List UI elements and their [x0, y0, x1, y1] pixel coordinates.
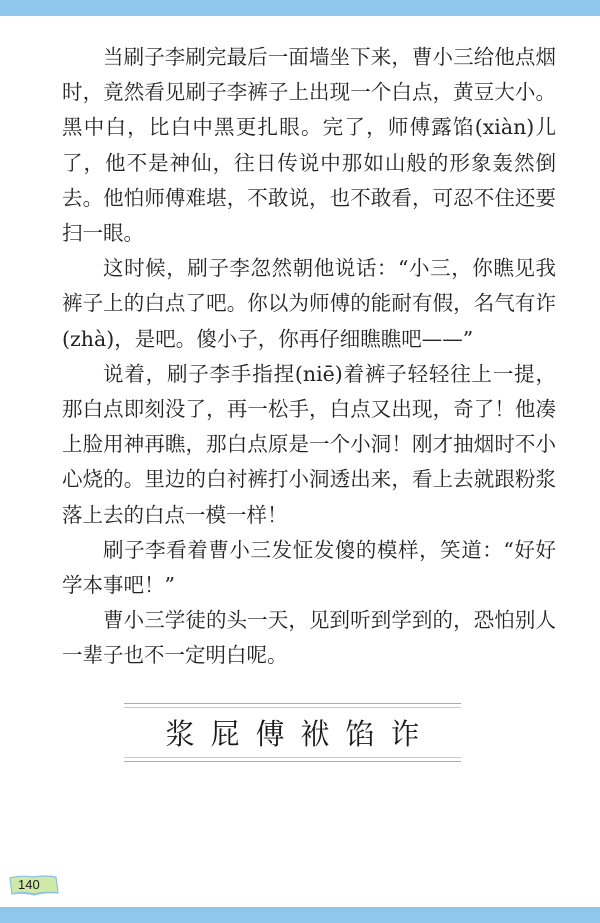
paragraph-1: 当刷子李刷完最后一面墙坐下来，曹小三给他点烟时，竟然看见刷子李裤子上出现一个白点，黄豆大小。黑中白，比白中黑更扎眼。完了，师傅露馅(xiàn)儿了，他不是神仙，往日传说中那如山般的形象轰然倒去。他怕师傅难堪，不敢说，也不敢看，可忍不住还要扫一眼。 — [62, 45, 556, 246]
paragraph-3: 说着，刷子李手指捏(niē)着裤子轻轻往上一提，那白点即刻没了，再一松手，白点又出现，奇了！他凑上脸用神再瞧，那白点原是一个小洞！刚才抽烟时不小心烧的。里边的白衬裤打小洞透出来，看上去就跟粉浆落上去的白点一模一样！ — [62, 361, 556, 527]
paragraph-5: 曹小三学徒的头一天，见到听到学到的，恐怕别人一辈子也不一定明白呢。 — [62, 608, 556, 668]
paragraph-4: 刷子李看着曹小三发怔发傻的模样，笑道：“好好学本事吧！” — [62, 537, 556, 598]
new-characters: 浆屁傅袱馅诈 — [165, 717, 436, 751]
paragraph-2: 这时候，刷子李忽然朝他说话：“小三，你瞧见我裤子上的白点了吧。你以为师傅的能耐有假，名气有诈(zhà)，是吧。傻小子，你再仔细瞧瞧吧——” — [62, 256, 556, 351]
page-number: 140 — [18, 877, 40, 892]
page-number-badge — [8, 874, 58, 898]
bottom-color-bar — [0, 907, 600, 923]
body-text — [62, 40, 556, 674]
top-color-bar — [0, 0, 600, 16]
new-characters-box — [124, 703, 461, 762]
